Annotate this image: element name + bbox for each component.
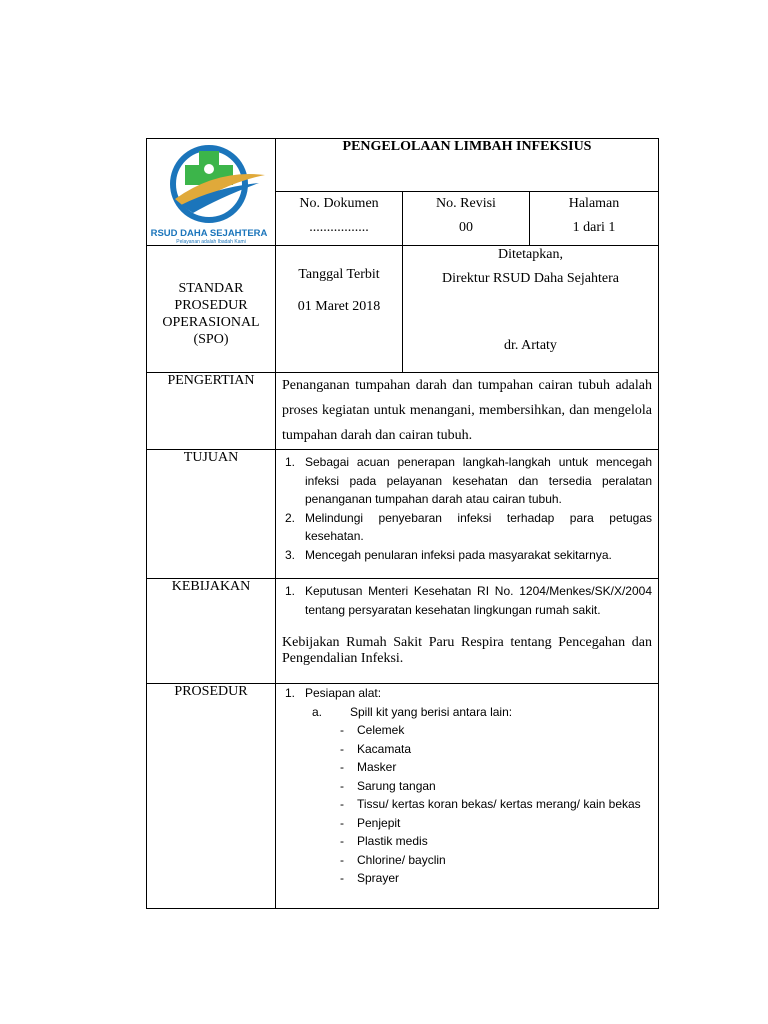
no-revisi-cell xyxy=(403,191,530,245)
spo-label-cell xyxy=(147,246,276,373)
list-item: - Sprayer xyxy=(340,871,400,885)
list-item: 2. Melindungi penyebaran infeksi terhadap para petugas kesehatan. xyxy=(285,510,652,543)
list-item: 1. Sebagai acuan penerapan langkah-langkah untuk mencegah infeksi pada pelayanan kesehatan dan tersedia peralatan penanganan tumpahan darah atau cairan tubuh. xyxy=(285,455,652,506)
tujuan-list xyxy=(276,453,652,564)
no-dokumen-cell xyxy=(276,191,403,245)
halaman-value: 1 dari 1 xyxy=(572,219,616,235)
tanggal-label: Tanggal Terbit xyxy=(298,267,380,282)
hospital-logo xyxy=(147,139,274,240)
spo-label-line-4: (SPO) xyxy=(193,332,229,347)
list-item: - Kacamata xyxy=(340,741,412,756)
prosedur-content xyxy=(276,684,659,909)
logo-tagline: Pelayanan adalah Ibadah Kami xyxy=(176,239,246,245)
no-revisi-label: No. Revisi xyxy=(436,195,496,211)
prosedur-label: PROSEDUR xyxy=(147,684,276,909)
spo-label-line-1: STANDAR xyxy=(178,281,244,296)
ditetapkan-cell xyxy=(403,246,659,373)
spill-kit-list xyxy=(276,721,658,888)
list-item: - Tissu/ kertas koran bekas/ kertas merang/ kain bekas xyxy=(340,797,641,811)
direktur-label: Direktur RSUD Daha Sejahtera xyxy=(442,271,619,286)
prosedur-steps xyxy=(276,684,658,703)
list-item: - Chlorine/ bayclin xyxy=(340,852,446,867)
tanggal-cell xyxy=(276,246,403,373)
logo-cell xyxy=(147,139,276,246)
pengertian-label: PENGERTIAN xyxy=(147,373,276,450)
list-item: - Celemek xyxy=(340,723,405,737)
list-item: - Sarung tangan xyxy=(340,778,436,793)
halaman-cell xyxy=(530,191,659,245)
tujuan-label: TUJUAN xyxy=(147,450,276,579)
logo-name: RSUD DAHA SEJAHTERA xyxy=(150,228,268,239)
list-item: a. Spill kit yang berisi antara lain: xyxy=(312,704,513,719)
kebijakan-note: Kebijakan Rumah Sakit Paru Respira tentang Pencegahan dan Pengendalian Infeksi. xyxy=(282,635,652,666)
list-item: 1. Pesiapan alat: xyxy=(285,686,382,700)
pengertian-text: Penanganan tumpahan darah dan tumpahan cairan tubuh adalah proses kegiatan untuk menangani, membersihkan, dan mengelola tumpahan darah dan cairan tubuh. xyxy=(276,373,659,450)
tanggal-value: 01 Maret 2018 xyxy=(297,299,381,314)
spo-label-line-2: PROSEDUR xyxy=(174,298,248,313)
halaman-label: Halaman xyxy=(568,195,620,211)
tujuan-content xyxy=(276,450,659,579)
document-title: PENGELOLAAN LIMBAH INFEKSIUS xyxy=(276,139,659,192)
signatory-name: dr. Artaty xyxy=(504,338,557,353)
list-item: 3. Mencegah penularan infeksi pada masyarakat sekitarnya. xyxy=(285,547,612,562)
spo-label-line-3: OPERASIONAL xyxy=(162,315,260,330)
list-item: - Plastik medis xyxy=(340,834,428,848)
logo-head xyxy=(204,164,214,174)
list-item: - Masker xyxy=(340,760,397,774)
kebijakan-list xyxy=(276,582,652,619)
no-dokumen-value: ................. xyxy=(309,219,369,235)
list-item: - Penjepit xyxy=(340,815,401,830)
no-revisi-value: 00 xyxy=(459,219,473,235)
spo-document xyxy=(146,138,658,909)
no-dokumen-label: No. Dokumen xyxy=(299,195,379,211)
ditetapkan-label: Ditetapkan, xyxy=(498,247,563,262)
spo-table xyxy=(146,138,659,909)
list-item: 1. Keputusan Menteri Kesehatan RI No. 1204/Menkes/SK/X/2004 tentang persyaratan kesehatan lingkungan rumah sakit. xyxy=(285,584,652,617)
kebijakan-label: KEBIJAKAN xyxy=(147,579,276,684)
kebijakan-content xyxy=(276,579,659,684)
prosedur-substeps xyxy=(276,703,658,722)
